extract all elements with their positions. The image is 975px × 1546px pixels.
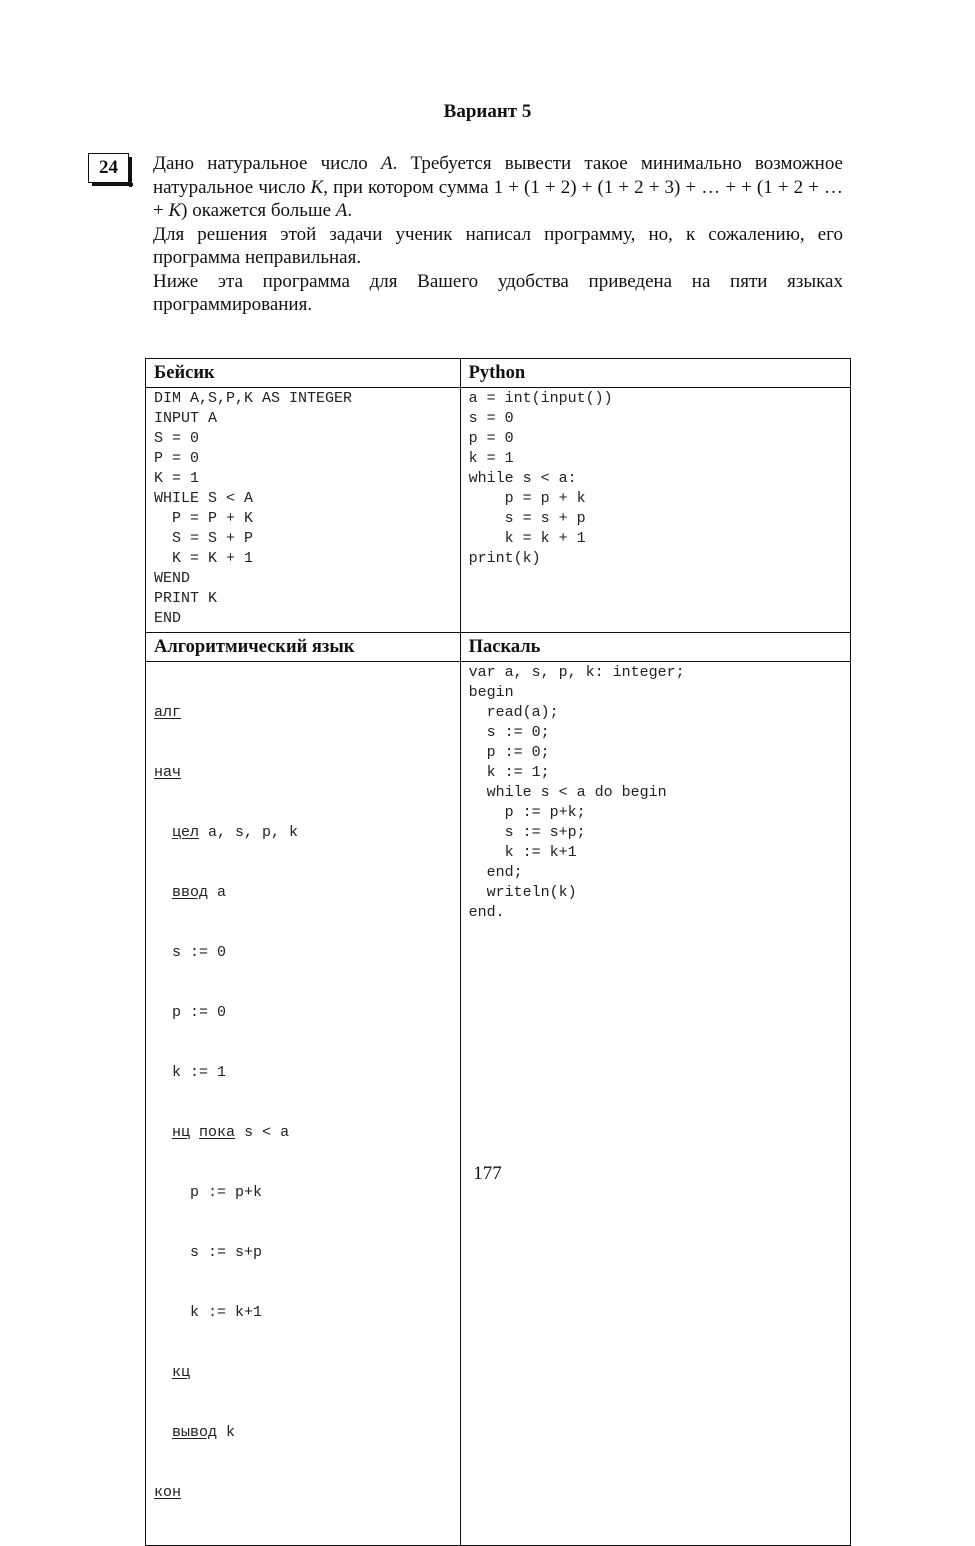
basic-line: INPUT A — [154, 410, 218, 427]
code-line: s := 0 — [154, 944, 227, 961]
basic-line: PRINT K — [154, 590, 218, 607]
basic-line: END — [154, 610, 182, 627]
task-statement — [153, 152, 843, 317]
pascal-line: begin — [468, 684, 514, 701]
pascal-line: p := 0; — [468, 744, 550, 761]
python-line: p = 0 — [468, 430, 514, 447]
kw-kc: кц — [172, 1364, 191, 1381]
python-line: s = s + p — [468, 510, 586, 527]
code-text: s < a — [235, 1124, 290, 1141]
code-text: a — [208, 884, 227, 901]
python-line: k = 1 — [468, 450, 514, 467]
kw-kon: кон — [154, 1484, 182, 1501]
basic-header: Бейсик — [154, 363, 215, 383]
python-line: a = int(input()) — [468, 390, 613, 407]
kw-nc: нц — [172, 1124, 191, 1141]
code-line — [154, 1363, 460, 1383]
python-line: print(k) — [468, 550, 541, 567]
code-line — [154, 763, 460, 783]
code-line: k := 1 — [154, 1064, 227, 1081]
pascal-line: k := 1; — [468, 764, 550, 781]
code-line — [154, 1123, 460, 1143]
code-line: p := 0 — [154, 1004, 227, 1021]
code-line — [154, 1483, 460, 1503]
python-header: Python — [468, 363, 526, 383]
kw-nach: нач — [154, 764, 182, 781]
pascal-line: writeln(k) — [468, 884, 577, 901]
code-text: a, s, p, k — [199, 824, 299, 841]
code-line — [154, 823, 460, 843]
basic-code — [146, 388, 460, 631]
kw-vvod: ввод — [172, 884, 209, 901]
kw-alg: алг — [154, 704, 182, 721]
python-line: k = k + 1 — [468, 530, 586, 547]
basic-line: DIM A,S,P,K AS INTEGER — [154, 390, 353, 407]
code-line — [154, 883, 460, 903]
basic-line: P = P + K — [154, 510, 254, 527]
task-paragraph-3: Ниже эта программа для Вашего удобства приведена на пяти языках программирования. — [153, 270, 843, 315]
python-line: s = 0 — [468, 410, 514, 427]
kw-vyvod: вывод — [172, 1424, 218, 1441]
basic-line: P = 0 — [154, 450, 200, 467]
basic-line: WHILE S < A — [154, 490, 254, 507]
code-text: k — [217, 1424, 236, 1441]
variant-title: Вариант 5 — [443, 101, 532, 122]
basic-line: K = 1 — [154, 470, 200, 487]
pascal-line: end; — [468, 864, 523, 881]
pascal-line: s := 0; — [468, 724, 550, 741]
pascal-header: Паскаль — [468, 637, 541, 657]
basic-line: S = 0 — [154, 430, 200, 447]
pascal-line: s := s+p; — [468, 824, 586, 841]
basic-line: K = K + 1 — [154, 550, 254, 567]
pascal-line: while s < a do begin — [468, 784, 667, 801]
basic-line: WEND — [154, 570, 191, 587]
python-code — [461, 388, 850, 571]
python-line: while s < a: — [468, 470, 577, 487]
kw-cel: цел — [172, 824, 200, 841]
task-number-box: 24 — [88, 153, 129, 183]
task-paragraph-1: Дано натуральное число A. Требуется вывести такое минимально возможное натуральное число K, при котором сумма 1 + (1 + 2) + (1 + 2 + 3) + … + + (1 + 2 + … + K) окажется больше A. — [153, 153, 843, 221]
pascal-line: p := p+k; — [468, 804, 586, 821]
basic-line: S = S + P — [154, 530, 254, 547]
kw-poka: пока — [199, 1124, 236, 1141]
programs-table — [145, 358, 851, 1546]
code-line: s := s+p — [154, 1244, 263, 1261]
pascal-code — [461, 662, 850, 925]
code-line: k := k+1 — [154, 1304, 263, 1321]
python-line: p = p + k — [468, 490, 586, 507]
pascal-line: read(a); — [468, 704, 559, 721]
pascal-line: k := k+1 — [468, 844, 577, 861]
code-line — [154, 1423, 460, 1443]
pascal-line: var a, s, p, k: integer; — [468, 664, 685, 681]
code-line — [154, 703, 460, 723]
algo-code — [146, 662, 460, 1545]
pascal-line: end. — [468, 904, 505, 921]
code-line: p := p+k — [154, 1184, 263, 1201]
task-paragraph-2: Для решения этой задачи ученик написал программу, но, к сожалению, его программа неправильная. — [153, 223, 843, 268]
algo-header: Алгоритмический язык — [154, 637, 355, 657]
page-number: 177 — [473, 1163, 502, 1184]
